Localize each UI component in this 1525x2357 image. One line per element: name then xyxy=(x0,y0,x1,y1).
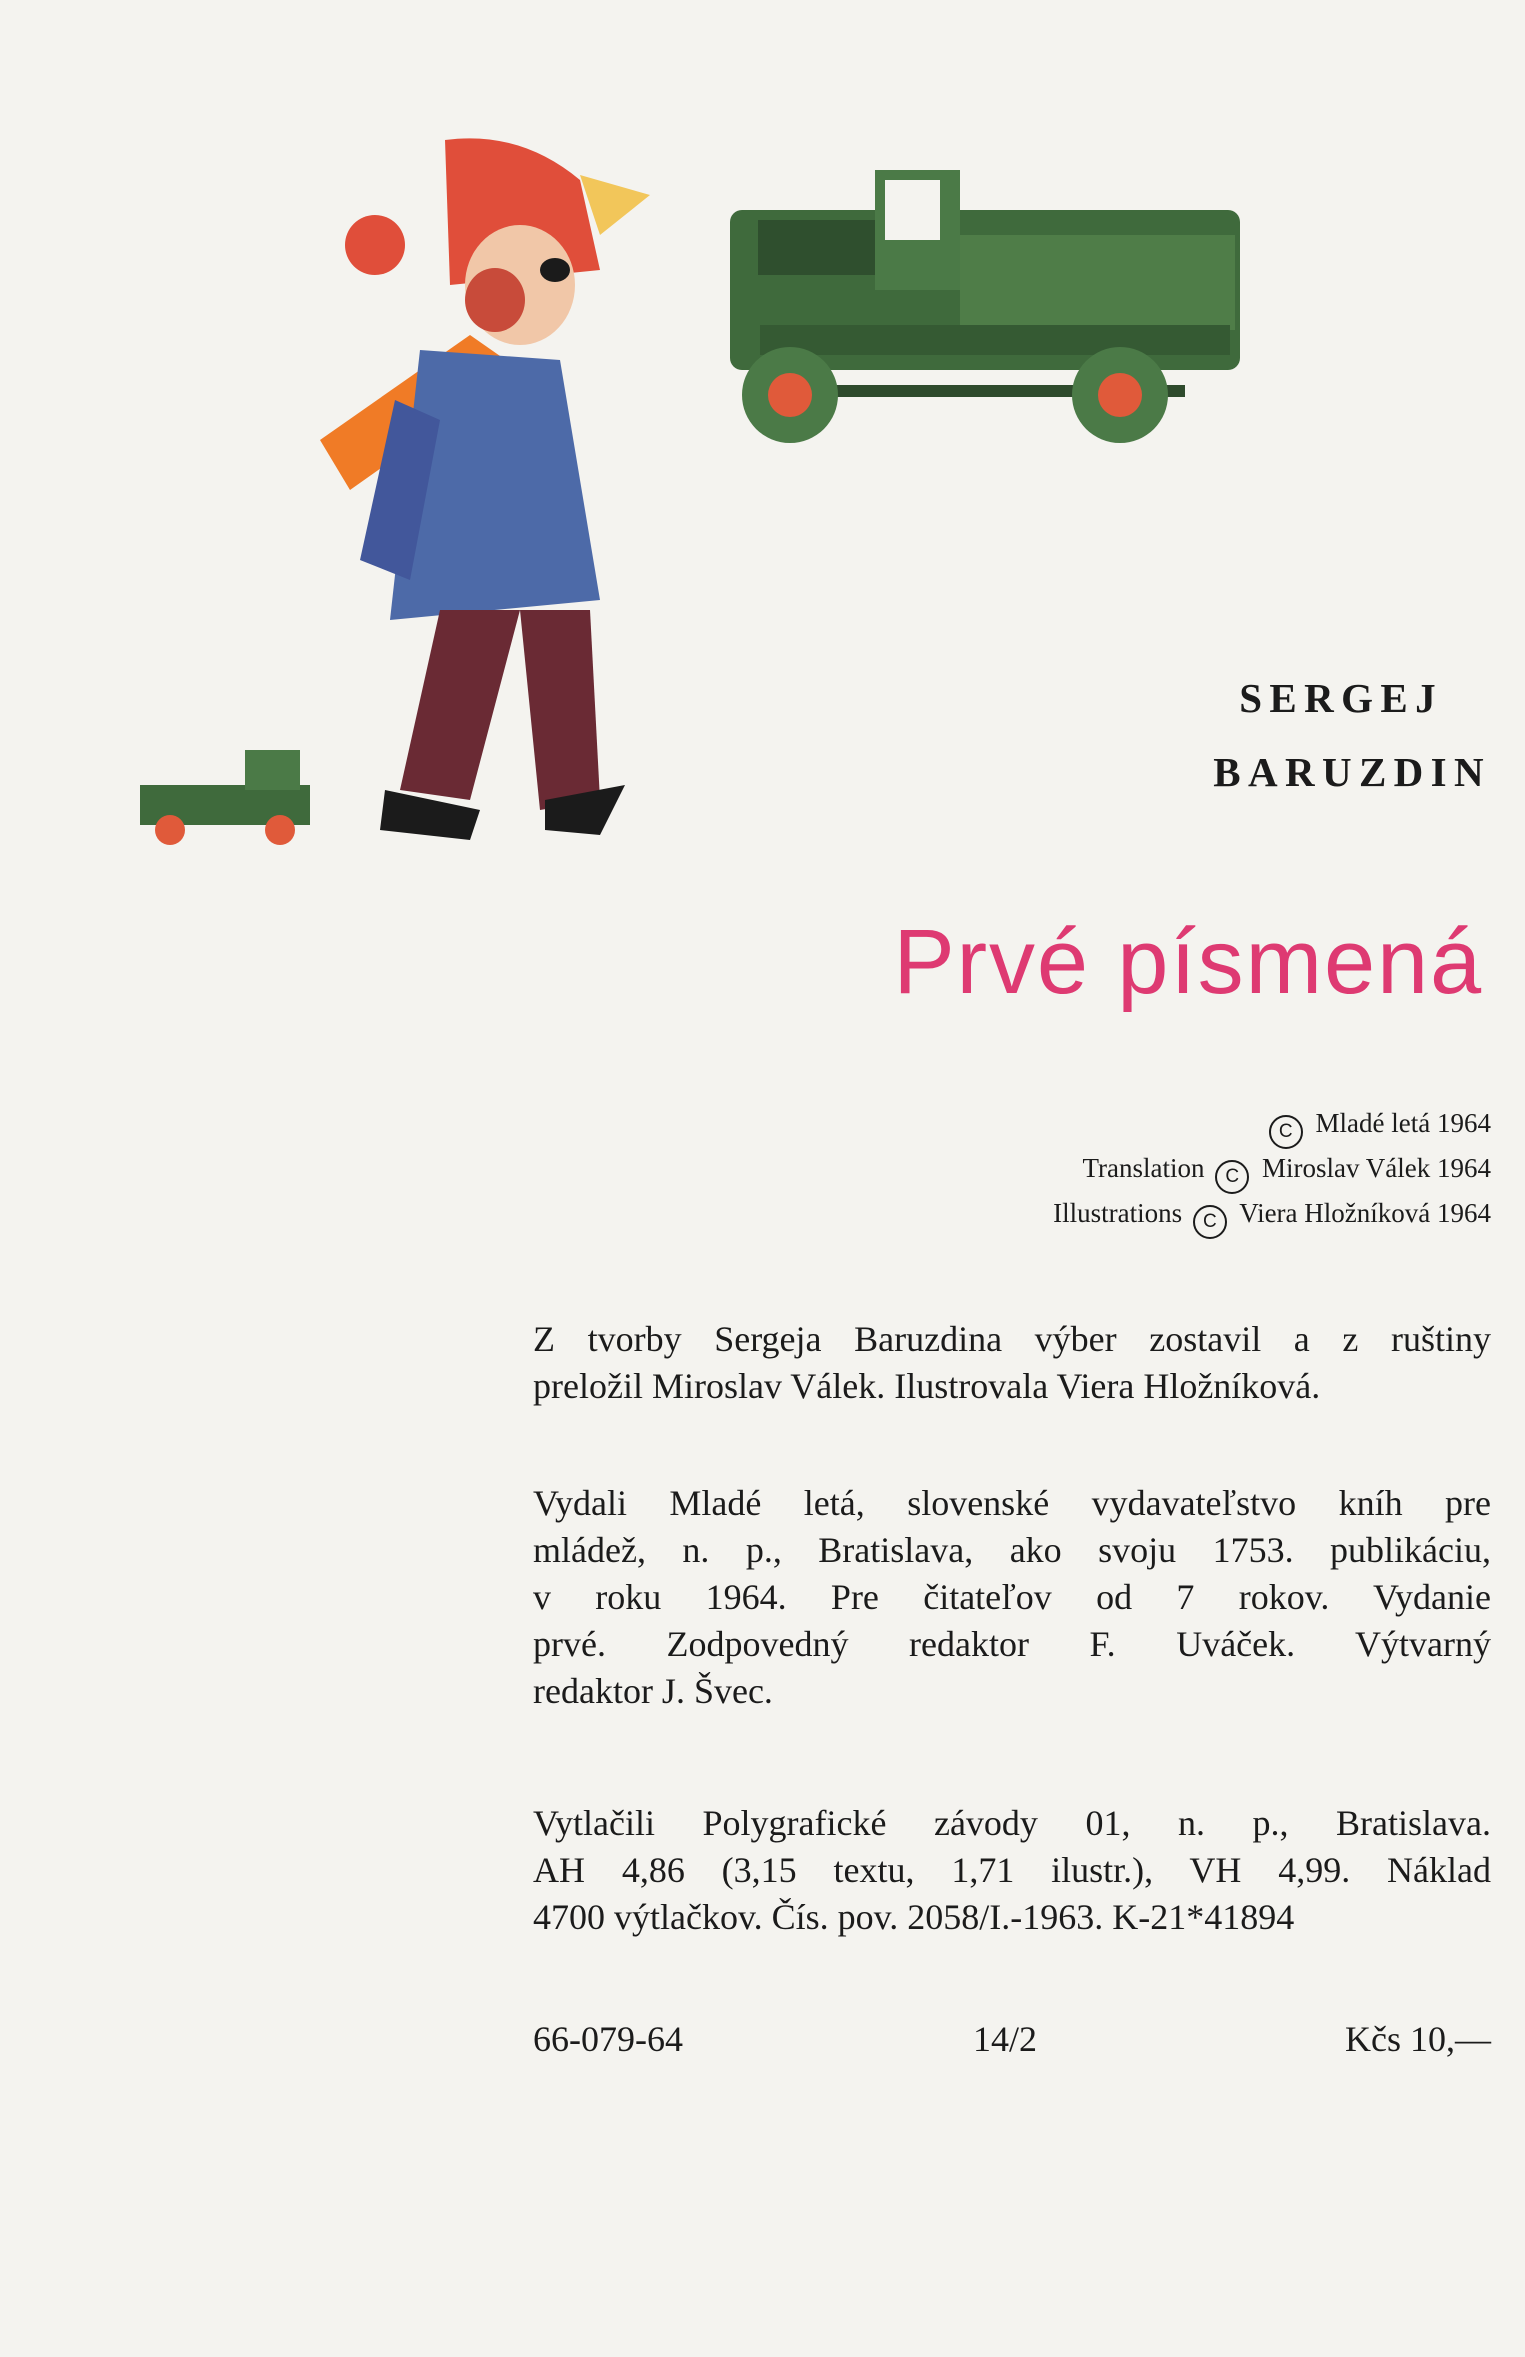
credits-paragraph xyxy=(533,1316,1491,1410)
text-line: mládež, n. p., Bratislava, ako svoju 1753. publikáciu, xyxy=(533,1530,1491,1570)
text-line: preložil Miroslav Válek. Ilustrovala Viera Hložníková. xyxy=(533,1366,1321,1406)
catalog-number: 14/2 xyxy=(973,2019,1038,2059)
copyright-line-illustrations xyxy=(1053,1198,1491,1239)
copyright-icon: C xyxy=(1193,1205,1227,1239)
copyright-prefix: Illustrations xyxy=(1053,1198,1183,1228)
copyright-text: Miroslav Válek 1964 xyxy=(1262,1153,1491,1183)
text-line: v roku 1964. Pre čitateľov od 7 rokov. Vydanie xyxy=(533,1577,1491,1617)
text-line: 4700 výtlačkov. Čís. pov. 2058/I.-1963. K-21*41894 xyxy=(533,1897,1295,1937)
text-line: Vytlačili Polygrafické závody 01, n. p., Bratislava. xyxy=(533,1803,1491,1843)
copyright-icon: C xyxy=(1215,1160,1249,1194)
publisher-paragraph xyxy=(533,1480,1491,1715)
copyright-text: Mladé letá 1964 xyxy=(1315,1108,1491,1138)
boy-illustration-icon xyxy=(320,138,650,840)
toy-truck-icon xyxy=(140,750,310,845)
book-title: Prvé písmená xyxy=(893,911,1483,1013)
author-first-name: SERGEJ xyxy=(1239,675,1443,721)
printing-paragraph xyxy=(533,1800,1491,1941)
catalog-code: 66-079-64 xyxy=(533,2019,683,2059)
text-line: Vydali Mladé letá, slovenské vydavateľstvo kníh pre xyxy=(533,1483,1491,1523)
price: Kčs 10,— xyxy=(1345,2019,1491,2059)
text-line: AH 4,86 (3,15 textu, 1,71 ilustr.), VH 4,99. Náklad xyxy=(533,1850,1491,1890)
copyright-line-publisher xyxy=(1265,1108,1491,1149)
text-line: prvé. Zodpovedný redaktor F. Uváček. Výtvarný xyxy=(533,1624,1491,1664)
truck-icon xyxy=(730,170,1240,443)
author-last-name: BARUZDIN xyxy=(1213,749,1491,795)
text-line: redaktor J. Švec. xyxy=(533,1671,773,1711)
copyright-prefix: Translation xyxy=(1082,1153,1205,1183)
copyright-icon: C xyxy=(1269,1115,1303,1149)
text-line: Z tvorby Sergeja Baruzdina výber zostavil a z ruštiny xyxy=(533,1319,1491,1359)
copyright-text: Viera Hložníková 1964 xyxy=(1239,1198,1491,1228)
copyright-line-translation xyxy=(1083,1153,1492,1194)
